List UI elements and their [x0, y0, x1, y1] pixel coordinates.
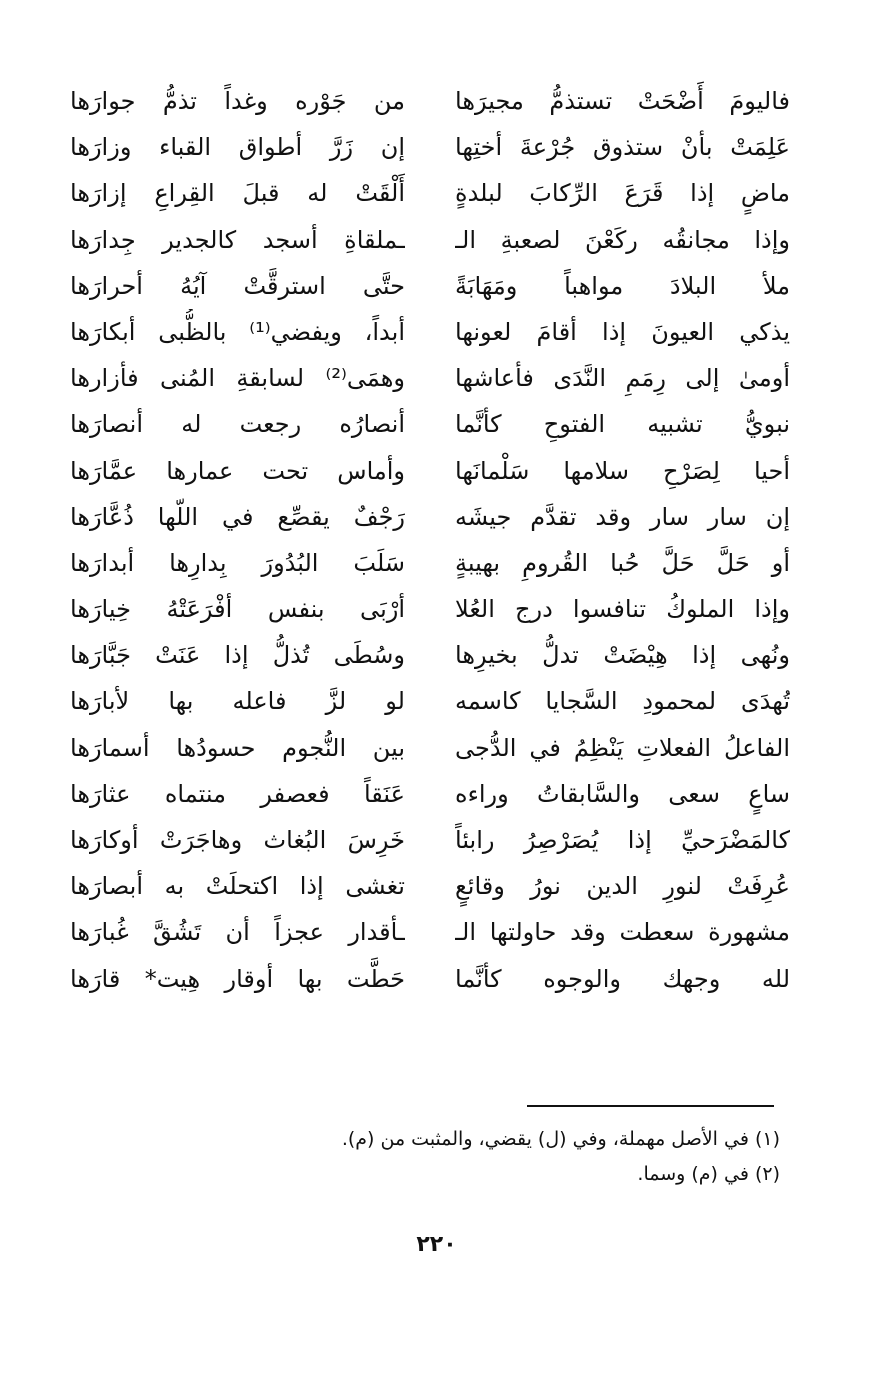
verse-hemistich: لو لزَّ فاعله بها لأبارَها: [70, 687, 405, 716]
poem-right-column: [455, 78, 790, 1002]
verse-hemistich: من جَوْره وغداً تذمُّ جوارَها: [70, 87, 405, 115]
verse-hemistich: ساعٍ سعى والسَّابقاتُ وراءه: [455, 779, 790, 808]
verse-hemistich: كالمَضْرَحيِّ إذا يُصَرْصِرُ رابئاً: [455, 826, 790, 854]
verse-hemistich: أَلْقَتْ له قبلَ القِراعِ إزارَها: [70, 179, 405, 208]
verse-hemistich: سَلَبَ البُدُورَ بِدارِها أبدارَها: [70, 548, 405, 577]
verse-hemistich: بين النُّجوم حسودُها أسمارَها: [70, 733, 405, 762]
verse-hemistich: أو حَلَّ حَلَّ حُبا القُرومِ بهيبةٍ: [455, 548, 790, 577]
verse-hemistich: أبداً، ويفضي⁽¹⁾ بالظُّبى أبكارَها: [70, 317, 405, 346]
verse-hemistich: ماضٍ إذا قَرَعَ الرِّكابَ لبلدةٍ: [455, 179, 790, 208]
footnotes: [280, 1122, 780, 1192]
verse-hemistich: حتَّى استرقَّتْ آيُهُ أحرارَها: [70, 271, 405, 300]
page-number: ٢٢٠: [416, 1232, 457, 1257]
poem-block: [70, 78, 790, 1002]
verse-hemistich: ـملقاةِ أسجد كالجدير جِدارَها: [70, 225, 405, 254]
verse-hemistich: وإذا مجانقُه ركَعْنَ لصعبةِ الـ: [455, 225, 790, 254]
footnote-divider: [527, 1105, 774, 1107]
verse-hemistich: خَرِسَ البُغاث وهاجَرَتْ أوكارَها: [70, 826, 405, 854]
verse-hemistich: أنصارُه رجعت له أنصارَها: [70, 410, 405, 439]
verse-hemistich: عُرِفَتْ لنورِ الدين نورُ وقائعٍ: [455, 872, 790, 901]
verse-hemistich: عَلِمَتْ بأنْ ستذوق جُرْعةَ أختِها: [455, 133, 790, 162]
verse-hemistich: رَجْفٌ يقصِّع في اللّها ذُعَّارَها: [70, 502, 405, 531]
footnote: (٢) في (م) وسما.: [637, 1163, 780, 1185]
verse-hemistich: تغشى إذا اكتحلَتْ به أبصارَها: [70, 872, 405, 901]
verse-hemistich: تُهدَى لمحمودِ السَّجايا كاسمه: [455, 687, 790, 716]
poem-left-column: [70, 78, 405, 1002]
verse-hemistich: ـأقدار عجزاً أن تَشُقَّ غُبارَها: [70, 918, 405, 947]
verse-hemistich: وسُطَى تُذلُّ إذا عَنَتْ جَبَّارَها: [70, 641, 405, 670]
verse-hemistich: أومىٰ إلى رِمَمِ النَّدَى فأعاشها: [455, 364, 790, 393]
verse-hemistich: الفاعلُ الفعلاتِ يَنْظِمُ في الدُّجى: [455, 733, 790, 762]
verse-hemistich: ملأ البلادَ مواهباً ومَهَابَةً: [455, 271, 790, 300]
verse-hemistich: وإذا الملوكُ تنافسوا درج العُلا: [455, 595, 790, 624]
verse-hemistich: مشهورة سعطت وقد حاولتها الـ: [455, 918, 790, 947]
verse-hemistich: فاليومَ أَضْحَتْ تستذمُّ مجيرَها: [455, 87, 790, 115]
verse-hemistich: وأماس تحت عمارها عمَّارَها: [70, 456, 405, 485]
verse-hemistich: ونُهى إذا هِيْضَتْ تدلُّ بخيرِها: [455, 641, 790, 670]
verse-hemistich: أرْبَى بنفس أفْرَعَتْهُ خِيارَها: [70, 595, 405, 624]
verse-hemistich: حَطَّت بها أوقار هِيت* قارَها: [70, 964, 405, 993]
verse-hemistich: وهمَى⁽²⁾ لسابقةِ المُنى فأزارها: [70, 364, 405, 393]
footnote: (١) في الأصل مهملة، وفي (ل) يقضي، والمثبت من (م).: [341, 1128, 780, 1150]
verse-hemistich: نبويُّ تشبيه الفتوحِ كأنَّما: [455, 410, 790, 439]
verse-hemistich: إن زَرَّ أطواق القباء وزارَها: [70, 133, 405, 162]
verse-hemistich: إن سار سار وقد تقدَّم جيشَه: [455, 502, 790, 531]
verse-hemistich: يذكي العيونَ إذا أقامَ لعونها: [455, 317, 790, 346]
verse-hemistich: أحيا لِصَرْحِ سلامها سَلْمانَها: [455, 456, 790, 485]
verse-hemistich: لله وجهك والوجوه كأنَّما: [455, 964, 790, 993]
verse-hemistich: عَنَقاً فعصفر منتماه عثارَها: [70, 779, 405, 808]
